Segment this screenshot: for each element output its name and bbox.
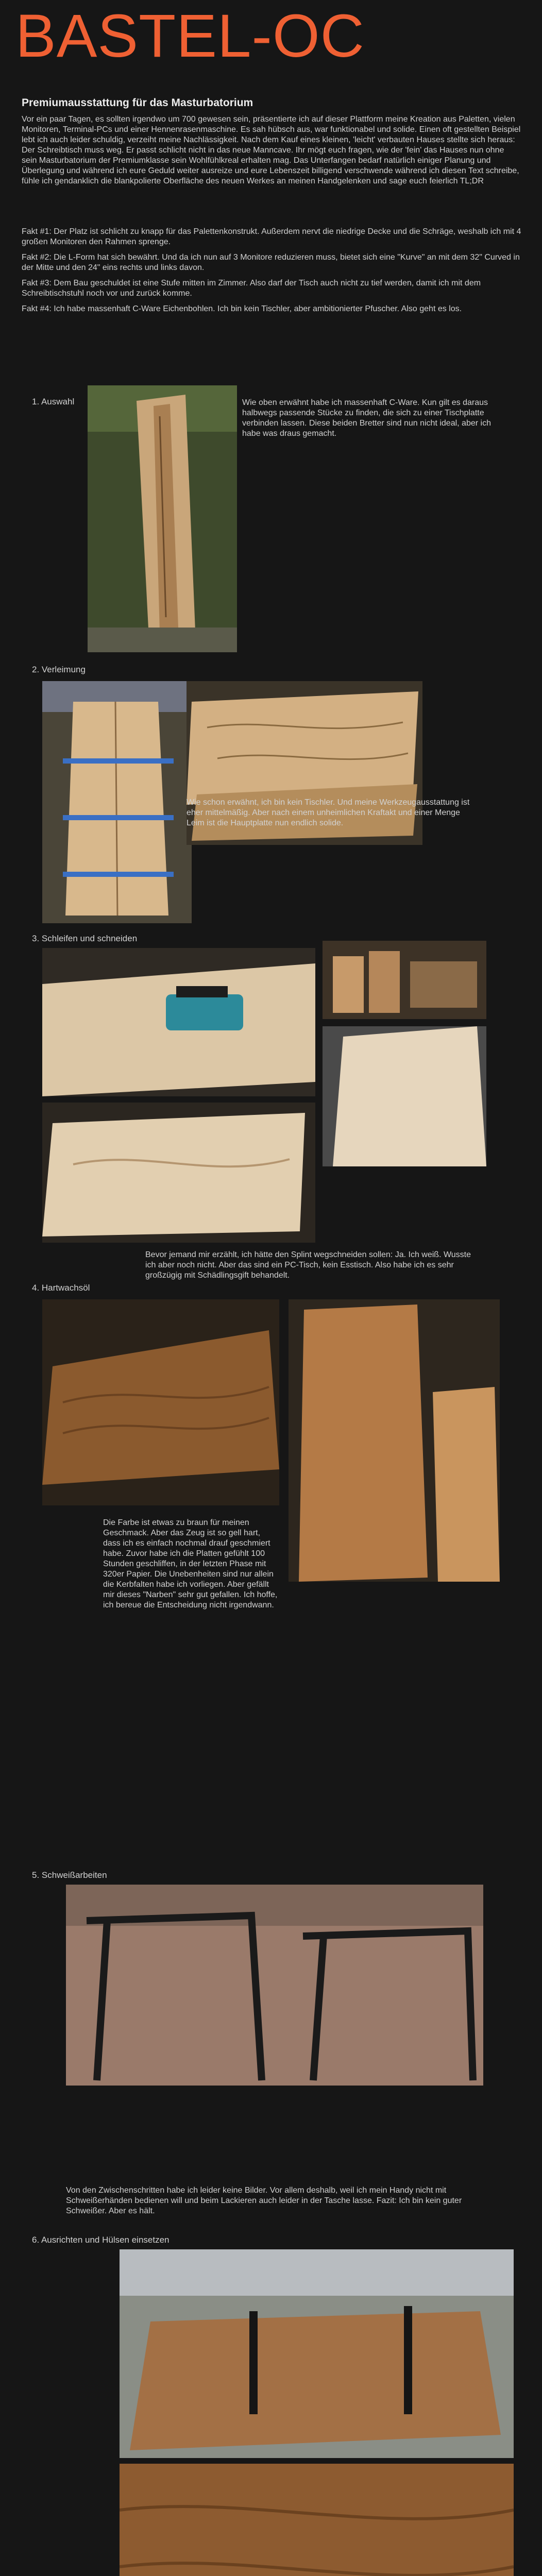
steel-frames-photo [66,1885,483,2086]
section-label-ausrichten: 6. Ausrichten und Hülsen einsetzen [32,2235,170,2245]
fact-3: Fakt #3: Dem Bau geschuldet ist eine Stufe mitten im Zimmer. Also darf der Tisch auch nicht zu tief werden, damit ich mit dem Schreibtischstuhl noch vor und zurück komme. [22,279,481,298]
caption-verleimung: Wie schon erwähnt, ich bin kein Tischler. Und meine Werkzeugausstattung ist eher mittelmäßig. Aber nach einem unheimlichen Kraftakt und einer Menge Leim ist die Hauptplatte nun endlich solide. [187,798,470,827]
sawn-offcuts-photo [323,941,486,1019]
sanded-edge-photo [323,1026,486,1166]
section-label-schleifen: 3. Schleifen und schneiden [32,934,138,943]
section-label-schweissarbeiten: 5. Schweißarbeiten [32,1870,107,1880]
page-subtitle: Premiumausstattung für das Masturbatorium [22,97,253,109]
oiled-slabs-photo [289,1299,500,1582]
caption-schleifen: Bevor jemand mir erzählt, ich hätte den Splint wegschneiden sollen: Ja. Ich weiß. Wusste ich aber noch nicht. Aber das sind ein PC-Tisch, kein Esstisch. Also habe ich es sehr großzügig mit Schädlingsgift behandelt. [145,1250,471,1280]
planer-on-slab-photo [42,948,315,1096]
intro-paragraph: Vor ein paar Tagen, es sollten irgendwo um 700 gewesen sein, präsentierte ich auf dieser Plattform meine Kreation aus Paletten, vielen Monitoren, Terminal-PCs und einer Hennenrasenmaschine. Es sah hübsch aus, war funktionabel und solide. Einen oft gestellten Beispiel lebt ich auch leider schuldig, verzeiht meine Nachlässigkeit. Nach dem Kauf eines kleinen, 'leicht' verbauten Hauses stellte sich heraus: Der Schreibtisch muss weg. Er passt schlicht nicht in das neue Manncave. Ihr mögt euch fragen, wie der 'fein' das Hauses nun ohne sein Masturbatorium der Premiumklasse sein Wohlfühlkreal erhalten mag. Das Unterfangen bedarf natürlich einiger Planung und Überlegung und während ich eure Geduld weiter ausreize und eure Lebenszeit billigend verschwende während ich diesen Text schreibe, fühle ich gendanklich die blankpolierte Oberfläche des neuen Werkes an meinen Handgelenken und sage euch feierlich TL;DR [22,115,521,185]
section-label-verleimung: 2. Verleimung [32,665,86,674]
glued-board-photo [42,681,192,923]
fact-4: Fakt #4: Ich habe massenhaft C-Ware Eichenbohlen. Ich bin kein Tischler, aber ambitionierter Pfuscher. Also geht es los. [22,304,462,313]
caption-schweissarbeiten: Von den Zwischenschritten habe ich leider keine Bilder. Vor allem deshalb, weil ich mein Handy nicht mit Schweißerhänden bedienen will und beim Lackieren auch leider in der Tasche lasse. Fazit: Ich bin kein guter Schweißer. Aber es hält. [66,2186,462,2215]
section-label-hartwachsoel: 4. Hartwachsöl [32,1283,90,1293]
fact-1: Fakt #1: Der Platz ist schlicht zu knapp für das Palettenkonstrukt. Außerdem nervt die niedrige Decke und die Schräge, weshalb ich mit 4 großen Monitoren den Rahmen sprenge. [22,227,521,246]
frames-on-patio-photo [120,2249,514,2458]
oiled-tabletop-photo [42,1299,279,1505]
cut-board-photo [42,1103,315,1243]
tabletop-closeup-photo [120,2464,514,2576]
caption-hartwachsoel: Die Farbe ist etwas zu braun für meinen Geschmack. Aber das Zeug ist so gell hart, dass ich es einfach nochmal drauf geschmiert habe. Zuvor habe ich die Platten gefühlt 100 Stunden geschliffen, in der letzten Phase mit 320er Papier. Die Unebenheiten sind nur allein die Kerbfalten habe ich vorliegen. Aber gefällt mir dieses "Narben" sehr gut gefallen. Ich hoffe, ich bereue die Entscheidung nicht irgendwann. [103,1518,278,1609]
section-label-auswahl: 1. Auswahl [32,397,75,406]
oak-slab-photo [88,385,237,652]
page-title: BASTEL-OC [15,2,365,70]
fact-2: Fakt #2: Die L-Form hat sich bewährt. Und da ich nun auf 3 Monitore reduzieren muss, bietet sich eine "Kurve" an mit dem 32" Curved in der Mitte und den 24" eins rechts und links davon. [22,253,520,272]
caption-auswahl: Wie oben erwähnt habe ich massenhaft C-Ware. Kun gilt es daraus halbwegs passende Stücke zu finden, die sich zu einer Tischplatte verbinden lassen. Diese beiden Bretter sind nun nicht ideal, aber ich habe was draus gemacht. [242,398,491,438]
